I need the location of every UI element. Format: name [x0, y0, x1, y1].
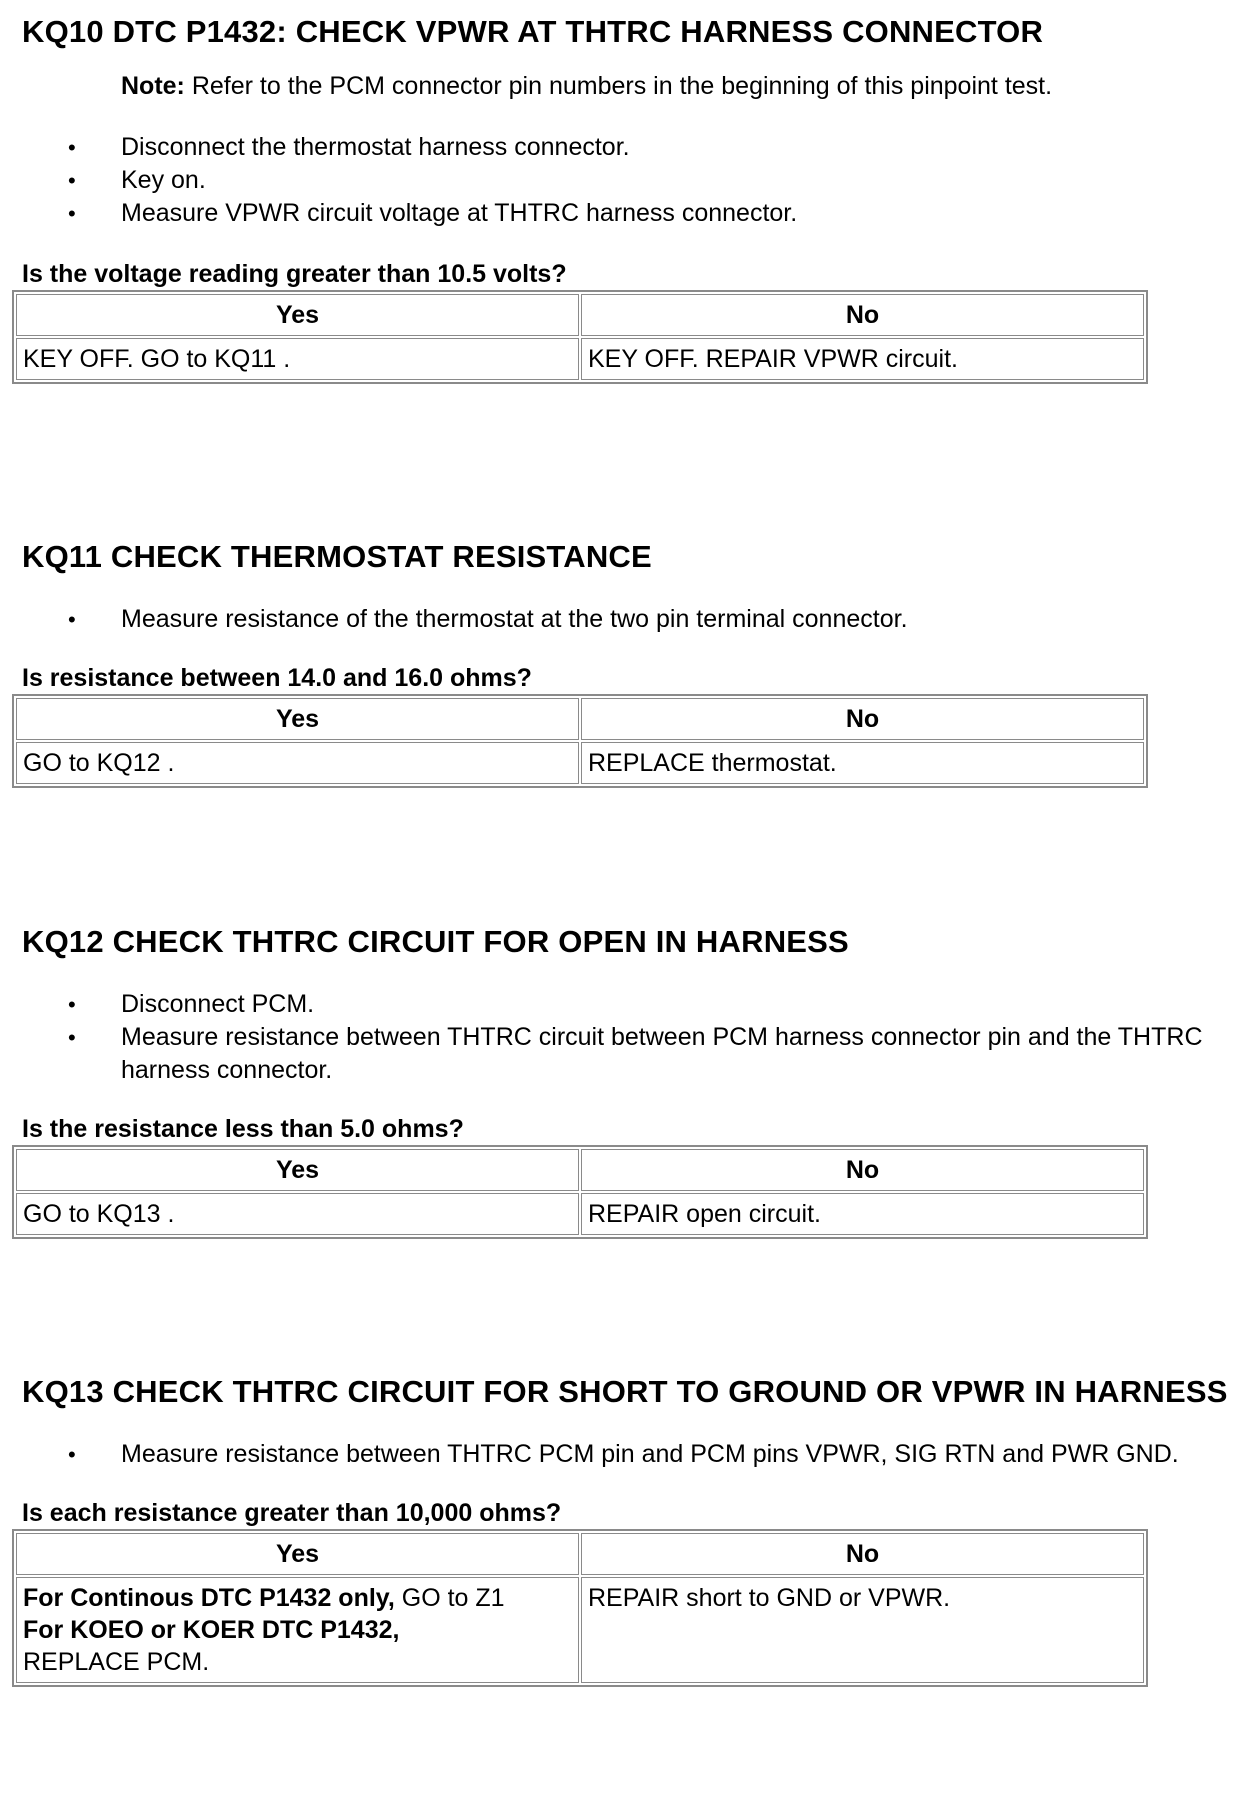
kq11-question: Is resistance between 14.0 and 16.0 ohms?	[22, 664, 532, 692]
bullet-icon: •	[68, 1442, 76, 1467]
kq13-answer-table	[12, 1529, 1148, 1687]
yes-line3: REPLACE PCM.	[23, 1648, 210, 1676]
kq12-steps	[22, 988, 1232, 1087]
list-item	[22, 197, 1232, 230]
table-header-row	[16, 698, 1144, 740]
step-text: Disconnect PCM.	[121, 990, 315, 1018]
list-item	[22, 1438, 1232, 1471]
bullet-icon: •	[68, 201, 76, 226]
kq10-answer-table	[12, 290, 1148, 384]
table-row	[16, 1577, 1144, 1683]
no-header: No	[581, 1533, 1144, 1575]
no-cell: REPLACE thermostat.	[581, 742, 1144, 784]
bullet-icon: •	[68, 992, 76, 1017]
yes-cell: GO to KQ13 .	[16, 1193, 579, 1235]
yes-cell	[16, 1577, 579, 1683]
kq12-question: Is the resistance less than 5.0 ohms?	[22, 1115, 464, 1143]
table-row	[16, 742, 1144, 784]
section-kq12	[22, 922, 1232, 1239]
yes-line1-rest: GO to Z1	[394, 1584, 505, 1612]
kq13-title: KQ13 CHECK THTRC CIRCUIT FOR SHORT TO GROUND OR VPWR IN HARNESS	[22, 1374, 1228, 1409]
bullet-icon: •	[68, 168, 76, 193]
step-text: Measure VPWR circuit voltage at THTRC harness connector.	[121, 199, 798, 227]
no-cell: REPAIR open circuit.	[581, 1193, 1144, 1235]
no-cell: REPAIR short to GND or VPWR.	[581, 1577, 1144, 1683]
kq12-answer-table	[12, 1145, 1148, 1239]
table-header-row	[16, 1533, 1144, 1575]
kq13-steps	[22, 1438, 1232, 1471]
table-header-row	[16, 294, 1144, 336]
yes-cell: KEY OFF. GO to KQ11 .	[16, 338, 579, 380]
kq10-title: KQ10 DTC P1432: CHECK VPWR AT THTRC HARNESS CONNECTOR	[22, 14, 1044, 49]
list-item	[22, 988, 1232, 1021]
yes-header: Yes	[16, 1533, 579, 1575]
kq10-steps	[22, 131, 1232, 230]
table-header-row	[16, 1149, 1144, 1191]
step-text: Measure resistance between THTRC circuit between PCM harness connector pin and the THTRC harness connector.	[121, 1023, 1203, 1084]
list-item	[22, 131, 1232, 164]
kq11-answer-table	[12, 694, 1148, 788]
kq12-title: KQ12 CHECK THTRC CIRCUIT FOR OPEN IN HARNESS	[22, 924, 849, 959]
note-text: Refer to the PCM connector pin numbers in the beginning of this pinpoint test.	[184, 72, 1053, 100]
no-header: No	[581, 294, 1144, 336]
list-item	[22, 1021, 1232, 1087]
step-text: Measure resistance between THTRC PCM pin and PCM pins VPWR, SIG RTN and PWR GND.	[121, 1440, 1179, 1468]
no-header: No	[581, 1149, 1144, 1191]
table-row	[16, 1193, 1144, 1235]
no-cell: KEY OFF. REPAIR VPWR circuit.	[581, 338, 1144, 380]
yes-cell: GO to KQ12 .	[16, 742, 579, 784]
kq11-title: KQ11 CHECK THERMOSTAT RESISTANCE	[22, 539, 652, 574]
kq11-steps	[22, 603, 1232, 636]
kq10-note	[22, 70, 1232, 102]
step-text: Disconnect the thermostat harness connector.	[121, 133, 630, 161]
list-item	[22, 603, 1232, 636]
bullet-icon: •	[68, 1025, 76, 1050]
yes-line1-bold: For Continous DTC P1432 only,	[23, 1584, 395, 1612]
bullet-icon: •	[68, 607, 76, 632]
kq13-question: Is each resistance greater than 10,000 ohms?	[22, 1499, 562, 1527]
section-kq11	[22, 537, 1232, 788]
step-text: Measure resistance of the thermostat at the two pin terminal connector.	[121, 605, 908, 633]
step-text: Key on.	[121, 166, 206, 194]
yes-header: Yes	[16, 1149, 579, 1191]
note-label: Note:	[121, 72, 185, 100]
section-kq13	[22, 1372, 1232, 1687]
no-header: No	[581, 698, 1144, 740]
yes-header: Yes	[16, 294, 579, 336]
section-kq10	[22, 12, 1232, 384]
bullet-icon: •	[68, 135, 76, 160]
yes-line2-bold: For KOEO or KOER DTC P1432,	[23, 1616, 400, 1644]
kq10-question: Is the voltage reading greater than 10.5 volts?	[22, 260, 567, 288]
table-row	[16, 338, 1144, 380]
list-item	[22, 164, 1232, 197]
yes-header: Yes	[16, 698, 579, 740]
